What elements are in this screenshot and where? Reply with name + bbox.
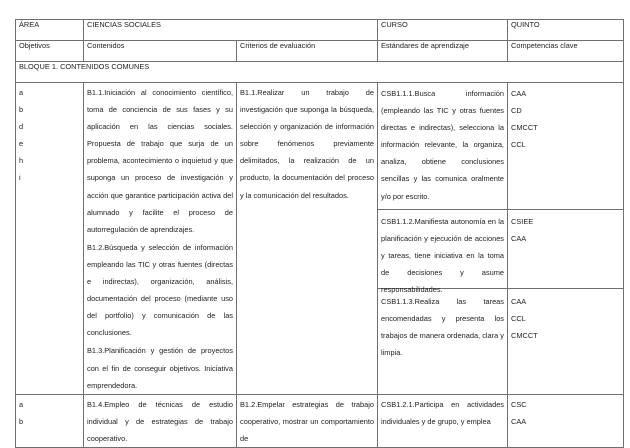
competencia-item: CAA	[511, 89, 527, 98]
objetivo-item: a	[19, 399, 24, 409]
competencia-item: CSC	[511, 399, 527, 409]
col-objetivos: Objetivos	[16, 41, 84, 62]
col-estandares: Estándares de aprendizaje	[378, 41, 508, 62]
col-contenidos: Contenidos	[84, 41, 237, 62]
area-label: ÁREA	[16, 20, 84, 41]
area-value: CIENCIAS SOCIALES	[84, 20, 378, 41]
curso-value: QUINTO	[508, 20, 624, 41]
estandares-cell	[378, 83, 508, 395]
objetivo-item: b	[19, 416, 24, 426]
contenidos-cell	[84, 83, 237, 395]
criterio-b1-2: B1.2.Empelar estrategias de trabajo cooperativo, mostrar un comportamiento de	[240, 399, 374, 443]
competencia-item: CCL	[511, 314, 526, 324]
estandares-cell	[378, 394, 508, 447]
col-competencias: Competencias clave	[508, 41, 624, 62]
bloque-row	[16, 62, 624, 83]
criterio-b1-1: B1.1.Realizar un trabajo de investigación que suponga la búsqueda, selección y organización de información sobre fenómenos previamente delimitados, la realización de un producto, la documentación del proceso y la comunicación del resultados.	[240, 88, 374, 200]
objetivo-item: a	[19, 88, 24, 97]
estandar-csb1-1-3: CSB1.1.3.Realiza las tareas encomendadas y presenta los trabajos de manera ordenada, clara y limpia.	[381, 297, 504, 358]
criterio-cell	[237, 83, 378, 395]
estandar-csb1-2-1: CSB1.2.1.Participa en actividades individuales y de grupo, y emplea	[381, 399, 504, 426]
competencia-item: CAA	[511, 297, 527, 306]
objetivo-item: d	[19, 122, 24, 132]
competencia-item: CSIEE	[511, 217, 534, 226]
header-row	[16, 20, 624, 41]
curriculum-table	[15, 19, 624, 448]
objetivos-cell	[16, 83, 84, 395]
bloque-title: BLOQUE 1. CONTENIDOS COMUNES	[16, 62, 624, 83]
competencia-item: CMCCT	[511, 123, 538, 133]
competencia-item: CCL	[511, 140, 526, 150]
objetivo-item: b	[19, 105, 24, 115]
objetivos-cell	[16, 394, 84, 447]
competencia-item: CAA	[511, 416, 527, 426]
col-criterios: Criterios de evaluación	[237, 41, 378, 62]
contenido-b1-1: B1.1.Iniciación al conocimiento científico, toma de conciencia de sus fases y su aplicación en las ciencias sociales. Propuesta de trabajo que surja de un problema, acontecimiento o inquietud y que suponga un proceso de investigación y acción que garantice participación activa del alumnado y facilite el proceso de autorregulación de aprendizajes.	[87, 88, 233, 234]
content-row-1	[16, 83, 624, 395]
contenido-b1-4: B1.4.Empleo de técnicas de estudio individual y de estrategias de trabajo cooperativo.	[87, 399, 233, 443]
objetivo-item: h	[19, 156, 24, 166]
content-row-2	[16, 394, 624, 447]
contenido-b1-3: B1.3.Planificación y gestión de proyectos con el fin de conseguir objetivos. Iniciativa emprendedora.	[87, 346, 233, 390]
estandar-csb1-1-1: CSB1.1.1.Busca información (empleando las TIC y otras fuentes directas e indirectas), selecciona la información relevante, la organiza, analiza, obtiene conclusiones sencillas y las comunica oralmente y/o por escrito.	[381, 89, 504, 201]
competencia-item: CD	[511, 106, 522, 116]
competencia-item: CMCCT	[511, 331, 538, 341]
competencias-cell	[508, 83, 624, 395]
competencia-item: CAA	[511, 234, 527, 244]
competencias-cell	[508, 394, 624, 447]
objetivo-item: e	[19, 139, 24, 149]
column-header-row	[16, 41, 624, 62]
contenido-b1-2: B1.2.Búsqueda y selección de información empleando las TIC y otras fuentes (directas e indirectas), organización, análisis, documentación del proceso (mediante uso del portfolio) y comunicación de las conclusiones.	[87, 242, 233, 338]
contenidos-cell	[84, 394, 237, 447]
objetivo-item: i	[19, 173, 21, 183]
estandar-csb1-1-2: CSB1.1.2.Manifiesta autonomía en la planificación y ejecución de acciones y tareas, tiene iniciativa en la toma de decisiones y asume responsabilidades.	[381, 217, 504, 295]
criterio-cell	[237, 394, 378, 447]
curso-label: CURSO	[378, 20, 508, 41]
